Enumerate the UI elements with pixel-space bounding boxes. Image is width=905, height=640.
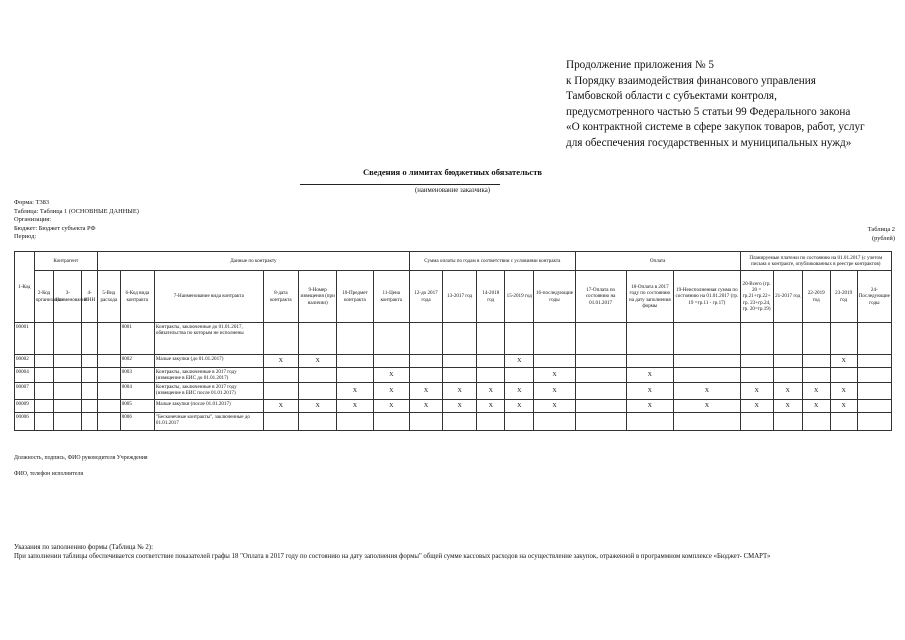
table-cell: [857, 355, 891, 368]
table-cell: [740, 368, 773, 383]
table-cell: [298, 368, 336, 383]
table-cell: [443, 368, 477, 383]
cell-mark: X: [337, 383, 373, 400]
table-cell: [263, 368, 298, 383]
column-header: 14-2018 год: [477, 271, 505, 323]
column-header: 19-Неисполненная сумма по состоянию на 01.01.2017 (гр. 19 =гр.11 - гр.17): [674, 271, 740, 323]
cell-mark: X: [534, 383, 575, 400]
customer-caption: (наименование заказчика): [414, 187, 491, 194]
form-period: Период:: [14, 233, 37, 241]
row-type-name: Контракты, заключенные в 2017 году (извещение в ЕИС до 01.01.2017): [154, 368, 263, 383]
appendix-line: для обеспечения государственных и муниципальных нужд»: [566, 136, 852, 149]
cell-mark: X: [298, 400, 336, 413]
table-cell: [534, 323, 575, 355]
table-cell: [97, 413, 120, 431]
table-cell: [830, 413, 857, 431]
table-cell: [409, 368, 442, 383]
column-header: 4-ИНН: [82, 271, 98, 323]
table-cell: [34, 400, 54, 413]
cell-mark: X: [830, 355, 857, 368]
table-cell: [54, 413, 82, 431]
cell-mark: X: [674, 383, 740, 400]
table-cell: [337, 368, 373, 383]
header-payment: Оплата: [575, 252, 740, 271]
table-cell: [626, 413, 674, 431]
cell-mark: X: [443, 383, 477, 400]
cell-mark: X: [740, 400, 773, 413]
table-cell: [802, 323, 830, 355]
table-cell: [409, 355, 442, 368]
table-cell: [575, 400, 626, 413]
form-code: Форма: Т383: [14, 199, 50, 206]
table-cell: [575, 383, 626, 400]
table-cell: [373, 323, 409, 355]
column-header: 2-Код организации: [34, 271, 54, 323]
column-header: 11-Цена контракта: [373, 271, 409, 323]
cell-mark: X: [626, 368, 674, 383]
table-name: Таблица 2: [867, 226, 895, 233]
table-cell: [802, 368, 830, 383]
table-cell: [54, 355, 82, 368]
table-unit: (рублей): [871, 234, 895, 242]
table-cell: [54, 400, 82, 413]
cell-mark: X: [373, 400, 409, 413]
table-cell: [740, 323, 773, 355]
table-cell: [626, 323, 674, 355]
instructions-text: При заполнении таблицы обеспечивается соответствие показателей графы 18 "Оплата в 2017 году по состоянию на дату заполнения формы" общей сумме кассовых расходов на осуществление закупок, отраженной в программном комплексе «Бюджет- СМАРТ»: [14, 553, 771, 560]
table-cell: [337, 413, 373, 431]
table-row: [15, 355, 892, 368]
table-cell: [857, 400, 891, 413]
table-cell: [82, 355, 98, 368]
table-cell: [477, 413, 505, 431]
row-code: 00009: [15, 400, 35, 413]
table-cell: [740, 355, 773, 368]
cell-mark: X: [477, 400, 505, 413]
appendix-reference: [566, 58, 896, 151]
table-cell: [857, 323, 891, 355]
cell-mark: X: [443, 400, 477, 413]
appendix-line: Тамбовской области с субъектами контроля,: [566, 90, 777, 102]
table-cell: [54, 368, 82, 383]
table-cell: [802, 413, 830, 431]
row-type-code: 0006: [120, 413, 154, 431]
form-table: Таблица: Таблица 1 (ОСНОВНЫЕ ДАННЫЕ): [14, 207, 139, 215]
table-cell: [298, 413, 336, 431]
table-cell: [773, 323, 802, 355]
cell-mark: X: [830, 383, 857, 400]
table-row: [15, 323, 892, 355]
table-cell: [263, 383, 298, 400]
instructions-heading: Указания по заполнению формы (Таблица № 2):: [14, 544, 153, 551]
table-cell: [857, 383, 891, 400]
table-cell: [740, 413, 773, 431]
header-code: 1-Код: [15, 252, 35, 323]
row-type-code: 0003: [120, 368, 154, 383]
row-code: 00004: [15, 368, 35, 383]
header-contractor: Контрагент: [34, 252, 97, 271]
column-header: 16-последующие годы: [534, 271, 575, 323]
column-header: 8-дата контракта: [263, 271, 298, 323]
table-cell: [477, 323, 505, 355]
table-cell: [298, 383, 336, 400]
row-code: 00007: [15, 383, 35, 400]
table-row: [15, 413, 892, 431]
cell-mark: X: [626, 400, 674, 413]
column-header: 24-Последующие годы: [857, 271, 891, 323]
table-cell: [409, 413, 442, 431]
table-cell: [34, 413, 54, 431]
row-code: 00001: [15, 323, 35, 355]
table-cell: [443, 323, 477, 355]
table-cell: [97, 355, 120, 368]
table-cell: [857, 413, 891, 431]
cell-mark: X: [802, 400, 830, 413]
cell-mark: X: [263, 355, 298, 368]
header-payment-sum: Сумма оплаты по годам в соответствии с условиями контракта: [409, 252, 575, 271]
row-type-code: 0002: [120, 355, 154, 368]
column-header: 10-Предмет контракта: [337, 271, 373, 323]
cell-mark: X: [626, 383, 674, 400]
table-cell: [54, 383, 82, 400]
table-cell: [773, 355, 802, 368]
table-cell: [97, 368, 120, 383]
column-header: 12-до 2017 года: [409, 271, 442, 323]
cell-mark: X: [298, 355, 336, 368]
table-cell: [82, 368, 98, 383]
column-header: 15-2019 год: [505, 271, 534, 323]
cell-mark: X: [740, 383, 773, 400]
column-header: 13-2017 год: [443, 271, 477, 323]
table-row: [15, 400, 892, 413]
customer-name-line: [300, 184, 500, 185]
column-header: 5-Вид расхода: [97, 271, 120, 323]
header-planned: Планируемые платежи по состоянию на 01.01.2017 (с учетом письма о контракте, опубликованных в реестре контрактов): [740, 252, 891, 271]
row-type-name: "Бесконечные контракты", заключенные до 01.01.2017: [154, 413, 263, 431]
cell-mark: X: [773, 383, 802, 400]
table-cell: [34, 368, 54, 383]
row-type-code: 0004: [120, 383, 154, 400]
signature-block: [14, 454, 148, 462]
table-cell: [34, 355, 54, 368]
form-organization: Организация:: [14, 216, 52, 224]
row-code: 00006: [15, 413, 35, 431]
cell-mark: X: [773, 400, 802, 413]
signature-executor: ФИО, телефон исполнителя: [14, 471, 84, 477]
table-cell: [82, 383, 98, 400]
table-cell: [505, 323, 534, 355]
form-budget: Бюджет: Бюджет субъекта РФ: [14, 224, 96, 232]
table-cell: [409, 323, 442, 355]
column-header: 17-Оплата по состоянию на 01.01.2017: [575, 271, 626, 323]
column-header: 7-Наименование вида контракта: [154, 271, 263, 323]
cell-mark: X: [674, 400, 740, 413]
table-cell: [97, 323, 120, 355]
table-cell: [534, 355, 575, 368]
row-type-name: Контракты, заключенные до 01.01.2017, обязательства по которым не исполнены: [154, 323, 263, 355]
column-header: 3-Наименование: [54, 271, 82, 323]
table-cell: [674, 368, 740, 383]
table-cell: [505, 413, 534, 431]
table-cell: [830, 368, 857, 383]
column-header: 23-2019 год: [830, 271, 857, 323]
table-cell: [575, 413, 626, 431]
header-contract-data: Данные по контракту: [97, 252, 409, 271]
cell-mark: X: [534, 400, 575, 413]
table-cell: [82, 323, 98, 355]
row-type-name: Контракты, заключенные в 2017 году (извещение в ЕИС после 01.01.2017): [154, 383, 263, 400]
cell-mark: X: [373, 383, 409, 400]
table-cell: [674, 355, 740, 368]
table-cell: [337, 323, 373, 355]
table-cell: [263, 413, 298, 431]
row-type-code: 0001: [120, 323, 154, 355]
limits-table: [14, 251, 892, 431]
table-cell: [505, 368, 534, 383]
table-row: [15, 383, 892, 400]
table-cell: [443, 355, 477, 368]
table-cell: [97, 383, 120, 400]
table-cell: [54, 323, 82, 355]
column-header: 20-Всего (гр. 20 = гр.21+гр.22+ гр. 23+гр.24, гр. 20=гр.19): [740, 271, 773, 323]
table-cell: [857, 368, 891, 383]
table-cell: [674, 323, 740, 355]
table-cell: [443, 413, 477, 431]
filling-instructions: [14, 543, 892, 561]
table-cell: [373, 355, 409, 368]
column-header: 9-Номер извещения (при наличии): [298, 271, 336, 323]
table-cell: [773, 413, 802, 431]
table-cell: [298, 323, 336, 355]
table-cell: [82, 400, 98, 413]
cell-mark: X: [505, 383, 534, 400]
table-cell: [626, 355, 674, 368]
table-cell: [263, 323, 298, 355]
table-cell: [674, 413, 740, 431]
column-header: 6-Код вида контракта: [120, 271, 154, 323]
table-cell: [34, 323, 54, 355]
table-cell: [373, 413, 409, 431]
table-cell: [82, 413, 98, 431]
row-code: 00002: [15, 355, 35, 368]
cell-mark: X: [373, 368, 409, 383]
table-cell: [575, 368, 626, 383]
signature-head: Должность, подпись, ФИО руководителя Учреждения: [14, 455, 148, 461]
table-cell: [773, 368, 802, 383]
cell-mark: X: [409, 400, 442, 413]
appendix-line: Продолжение приложения № 5: [566, 59, 714, 71]
table-cell: [575, 323, 626, 355]
table-cell: [830, 323, 857, 355]
row-type-code: 0005: [120, 400, 154, 413]
table-cell: [477, 368, 505, 383]
row-type-name: Малые закупки (после 01.01.2017): [154, 400, 263, 413]
appendix-line: предусмотренного частью 5 статьи 99 Федерального закона: [566, 105, 851, 118]
cell-mark: X: [505, 355, 534, 368]
appendix-line: к Порядку взаимодействия финансового управления: [566, 74, 816, 87]
table-cell: [534, 413, 575, 431]
form-metadata: [14, 199, 139, 242]
document-title: Сведения о лимитах бюджетных обязательств: [362, 167, 543, 177]
cell-mark: X: [505, 400, 534, 413]
table-cell: [97, 400, 120, 413]
cell-mark: X: [477, 383, 505, 400]
table-cell: [337, 355, 373, 368]
appendix-line: «О контрактной системе в сфере закупок товаров, работ, услуг: [566, 121, 865, 133]
table-cell: [575, 355, 626, 368]
cell-mark: X: [409, 383, 442, 400]
cell-mark: X: [337, 400, 373, 413]
row-type-name: Малые закупки (до 01.01.2017): [154, 355, 263, 368]
cell-mark: X: [263, 400, 298, 413]
cell-mark: X: [830, 400, 857, 413]
table-row: [15, 368, 892, 383]
column-header: 21-2017 год: [773, 271, 802, 323]
column-header-row: [15, 271, 892, 323]
cell-mark: X: [534, 368, 575, 383]
cell-mark: X: [802, 383, 830, 400]
table-cell: [34, 383, 54, 400]
column-header: 22-2019 год: [802, 271, 830, 323]
table-label: [868, 226, 895, 243]
table-cell: [802, 355, 830, 368]
column-header: 18-Оплата в 2017 году по состоянию на дату заполнения формы: [626, 271, 674, 323]
table-cell: [477, 355, 505, 368]
